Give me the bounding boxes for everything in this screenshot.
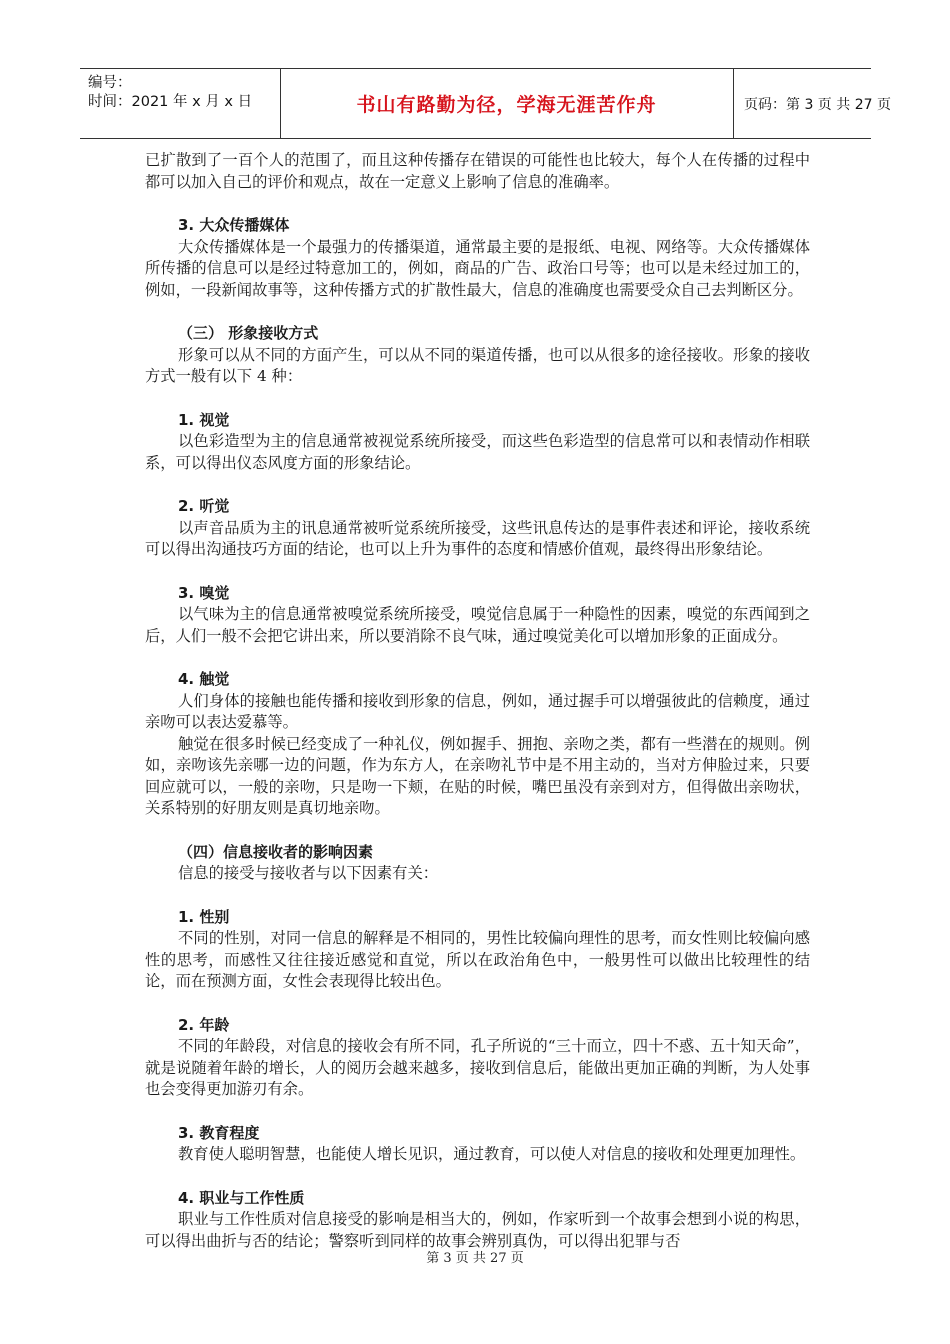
- paragraph-mass-media: 大众传播媒体是一个最强力的传播渠道，通常最主要的是报纸、电视、网络等。大众传播媒体所传播的信息可以是经过特意加工的，例如，商品的广告、政治口号等；也可以是未经过加工的，例如，一段新闻故事等，这种传播方式的扩散性最大，信息的准确度也需要受众自己去判断区分。: [145, 237, 810, 299]
- document-date-label: 时间：2021 年 x 月 x 日: [88, 94, 253, 110]
- paragraph-vision: 以色彩造型为主的信息通常被视觉系统所接受，而这些色彩造型的信息常可以和表情动作相联系，可以得出仪态风度方面的形象结论。: [145, 432, 810, 472]
- paragraph-touch-2: 触觉在很多时候已经变成了一种礼仪，例如握手、拥抱、亲吻之类，都有一些潜在的规则。例如，亲吻该先亲哪一边的问题，作为东方人，在亲吻礼节中是不用主动的，当对方伸脸过来，只要回应就可以，一般的亲吻，只是吻一下颊，在贴的时候，嘴巴虽没有亲到对方，但得做出亲吻状，关系特别的好朋友则是真切地亲吻。: [145, 734, 810, 817]
- header-meta-cell: [80, 69, 281, 138]
- heading-occupation: 4. 职业与工作性质: [178, 1188, 305, 1207]
- paragraph-gender: 不同的性别，对同一信息的解释是不相同的，男性比较偏向理性的思考，而女性则比较偏向感性的思考，而感性又往往接近感觉和直觉，所以在政治角色中，一般男性可以做出比较理性的结论，而在预测方面，女性会表现得比较出色。: [145, 929, 810, 990]
- paragraph-smell: 以气味为主的信息通常被嗅觉系统所接受，嗅觉信息属于一种隐性的因素，嗅觉的东西闻到之后，人们一般不会把它讲出来，所以要消除不良气味，通过嗅觉美化可以增加形象的正面成分。: [145, 605, 810, 645]
- paragraph-hearing: 以声音品质为主的讯息通常被听觉系统所接受，这些讯息传达的是事件表述和评论，接收系统可以得出沟通技巧方面的结论，也可以上升为事件的态度和情感价值观，最终得出形象结论。: [145, 518, 810, 558]
- heading-section-3: （三） 形象接收方式: [178, 324, 319, 342]
- document-body: [145, 150, 810, 1252]
- heading-hearing: 2. 听觉: [178, 497, 230, 515]
- heading-gender: 1. 性别: [178, 907, 230, 926]
- paragraph-section-4: 信息的接受与接收者与以下因素有关：: [178, 864, 439, 882]
- paragraph-education: 教育使人聪明智慧，也能使人增长见识，通过教育，可以使人对信息的接收和处理更加理性。: [178, 1145, 806, 1163]
- header-page-cell: [734, 69, 891, 138]
- paragraph-section-3: 形象可以从不同的方面产生，可以从不同的渠道传播，也可以从很多的途径接收。形象的接收方式一般有以下 4 种：: [145, 345, 810, 385]
- paragraph-continued: 已扩散到了一百个人的范围了，而且这种传播存在错误的可能性也比较大，每个人在传播的过程中都可以加入自己的评价和观点，故在一定意义上影响了信息的准确率。: [145, 151, 810, 191]
- paragraph-age: 不同的年龄段，对信息的接收会有所不同，孔子所说的“三十而立，四十不惑、五十知天命”，就是说随着年龄的增长，人的阅历会越来越多，接收到信息后，能做出更加正确的判断，为人处事也会变得更加游刃有余。: [145, 1037, 810, 1098]
- header-page-info: 页码：第 3 页 共 27 页: [744, 96, 891, 113]
- page-footer: 第 3 页 共 27 页: [426, 1251, 524, 1266]
- paragraph-touch-1: 人们身体的接触也能传播和接收到形象的信息，例如，通过握手可以增强彼此的信赖度，通过亲吻可以表达爱慕等。: [145, 691, 810, 731]
- heading-age: 2. 年龄: [178, 1015, 230, 1034]
- heading-mass-media: 3. 大众传播媒体: [178, 216, 290, 234]
- heading-vision: 1. 视觉: [178, 410, 230, 429]
- header-motto: 书山有路勤为径，学海无涯苦作舟: [356, 94, 657, 116]
- heading-section-4: （四）信息接收者的影响因素: [178, 842, 374, 861]
- heading-education: 3. 教育程度: [178, 1123, 260, 1142]
- heading-touch: 4. 触觉: [178, 670, 230, 688]
- document-number-label: 编号：: [88, 75, 132, 91]
- paragraph-occupation: 职业与工作性质对信息接受的影响是相当大的，例如，作家听到一个故事会想到小说的构思，可以得出曲折与否的结论；警察听到同样的故事会辨别真伪，可以得出犯罪与否: [145, 1210, 810, 1250]
- header-motto-cell: [280, 69, 734, 138]
- document-header: [80, 68, 891, 139]
- heading-smell: 3. 嗅觉: [178, 583, 230, 602]
